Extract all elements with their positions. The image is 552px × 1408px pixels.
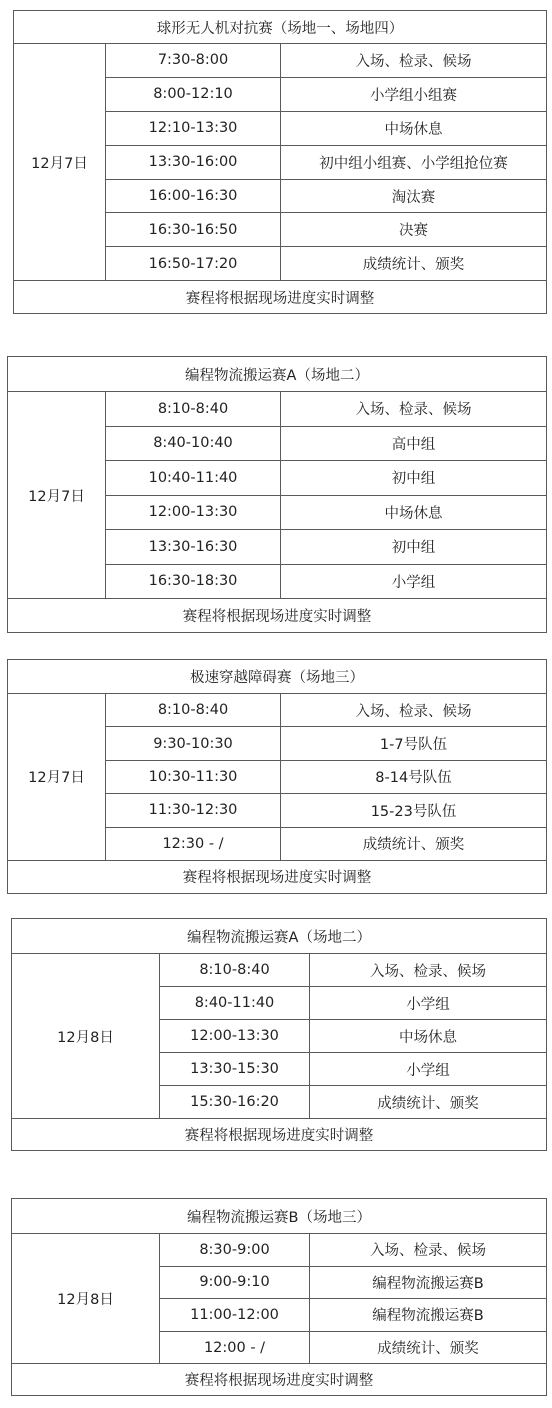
time-cell: 9:00-9:10: [160, 1266, 310, 1299]
time-cell: 16:30-16:50: [106, 213, 281, 247]
date-cell: 12月7日: [14, 44, 106, 281]
table-title: 编程物流搬运赛A（场地二）: [12, 919, 547, 954]
time-cell: 8:00-12:10: [106, 77, 281, 111]
table-row: [14, 44, 547, 78]
event-cell: 小学组小组赛: [281, 77, 547, 111]
event-cell: 入场、检录、候场: [281, 694, 547, 727]
time-cell: 16:30-18:30: [106, 564, 281, 599]
time-cell: 12:00 - /: [160, 1331, 310, 1364]
event-cell: 中场休息: [281, 495, 547, 530]
time-cell: 11:00-12:00: [160, 1299, 310, 1332]
date-cell: 12月7日: [8, 392, 106, 599]
table-title: 球形无人机对抗赛（场地一、场地四）: [14, 11, 547, 44]
date-cell: 12月7日: [8, 694, 106, 861]
time-cell: 8:40-10:40: [106, 426, 281, 461]
table-row: [8, 694, 547, 727]
event-cell: 入场、检录、候场: [281, 392, 547, 427]
time-cell: 13:30-16:00: [106, 145, 281, 179]
schedule-note: 赛程将根据现场进度实时调整: [12, 1364, 547, 1396]
time-cell: 8:10-8:40: [106, 694, 281, 727]
time-cell: 11:30-12:30: [106, 794, 281, 827]
table-title-row: [8, 660, 547, 694]
schedule-note: 赛程将根据现场进度实时调整: [8, 860, 547, 893]
time-cell: 12:00-13:30: [106, 495, 281, 530]
time-cell: 12:00-13:30: [160, 1020, 310, 1053]
event-cell: 淘汰赛: [281, 179, 547, 213]
table-note-row: [14, 281, 547, 314]
time-cell: 12:10-13:30: [106, 111, 281, 145]
event-cell: 入场、检录、候场: [310, 954, 547, 987]
table-row: [12, 954, 547, 987]
event-cell: 小学组: [310, 987, 547, 1020]
time-cell: 10:40-11:40: [106, 461, 281, 496]
time-cell: 16:50-17:20: [106, 247, 281, 281]
schedule-note: 赛程将根据现场进度实时调整: [14, 281, 547, 314]
event-cell: 1-7号队伍: [281, 727, 547, 760]
event-cell: 编程物流搬运赛B: [310, 1299, 547, 1332]
table-row: [8, 392, 547, 427]
event-cell: 成绩统计、颁奖: [310, 1331, 547, 1364]
table-note-row: [12, 1119, 547, 1151]
table-title-row: [12, 1199, 547, 1234]
time-cell: 8:10-8:40: [106, 392, 281, 427]
event-cell: 成绩统计、颁奖: [310, 1086, 547, 1119]
table-title: 编程物流搬运赛B（场地三）: [12, 1199, 547, 1234]
table-title-row: [14, 11, 547, 44]
schedule-table: [11, 918, 547, 1151]
event-cell: 中场休息: [281, 111, 547, 145]
time-cell: 8:40-11:40: [160, 987, 310, 1020]
table-note-row: [8, 860, 547, 893]
time-cell: 10:30-11:30: [106, 760, 281, 793]
table-note-row: [8, 599, 547, 633]
table-row: [12, 1234, 547, 1267]
event-cell: 初中组小组赛、小学组抢位赛: [281, 145, 547, 179]
table-title: 极速穿越障碍赛（场地三）: [8, 660, 547, 694]
event-cell: 决赛: [281, 213, 547, 247]
time-cell: 7:30-8:00: [106, 44, 281, 78]
time-cell: 8:10-8:40: [160, 954, 310, 987]
event-cell: 小学组: [310, 1053, 547, 1086]
time-cell: 15:30-16:20: [160, 1086, 310, 1119]
event-cell: 初中组: [281, 530, 547, 565]
schedule-table: [7, 356, 547, 633]
event-cell: 成绩统计、颁奖: [281, 827, 547, 860]
date-cell: 12月8日: [12, 954, 160, 1119]
time-cell: 12:30 - /: [106, 827, 281, 860]
schedule-note: 赛程将根据现场进度实时调整: [12, 1119, 547, 1151]
schedule-table: [7, 659, 547, 894]
event-cell: 成绩统计、颁奖: [281, 247, 547, 281]
table-title-row: [12, 919, 547, 954]
event-cell: 8-14号队伍: [281, 760, 547, 793]
event-cell: 入场、检录、候场: [281, 44, 547, 78]
event-cell: 中场休息: [310, 1020, 547, 1053]
table-title: 编程物流搬运赛A（场地二）: [8, 357, 547, 392]
event-cell: 小学组: [281, 564, 547, 599]
table-title-row: [8, 357, 547, 392]
event-cell: 15-23号队伍: [281, 794, 547, 827]
date-cell: 12月8日: [12, 1234, 160, 1364]
schedule-note: 赛程将根据现场进度实时调整: [8, 599, 547, 633]
event-cell: 入场、检录、候场: [310, 1234, 547, 1267]
time-cell: 8:30-9:00: [160, 1234, 310, 1267]
time-cell: 13:30-15:30: [160, 1053, 310, 1086]
schedule-table: [13, 10, 547, 314]
time-cell: 9:30-10:30: [106, 727, 281, 760]
event-cell: 初中组: [281, 461, 547, 496]
table-note-row: [12, 1364, 547, 1396]
schedule-table: [11, 1198, 547, 1396]
time-cell: 16:00-16:30: [106, 179, 281, 213]
event-cell: 编程物流搬运赛B: [310, 1266, 547, 1299]
event-cell: 高中组: [281, 426, 547, 461]
time-cell: 13:30-16:30: [106, 530, 281, 565]
